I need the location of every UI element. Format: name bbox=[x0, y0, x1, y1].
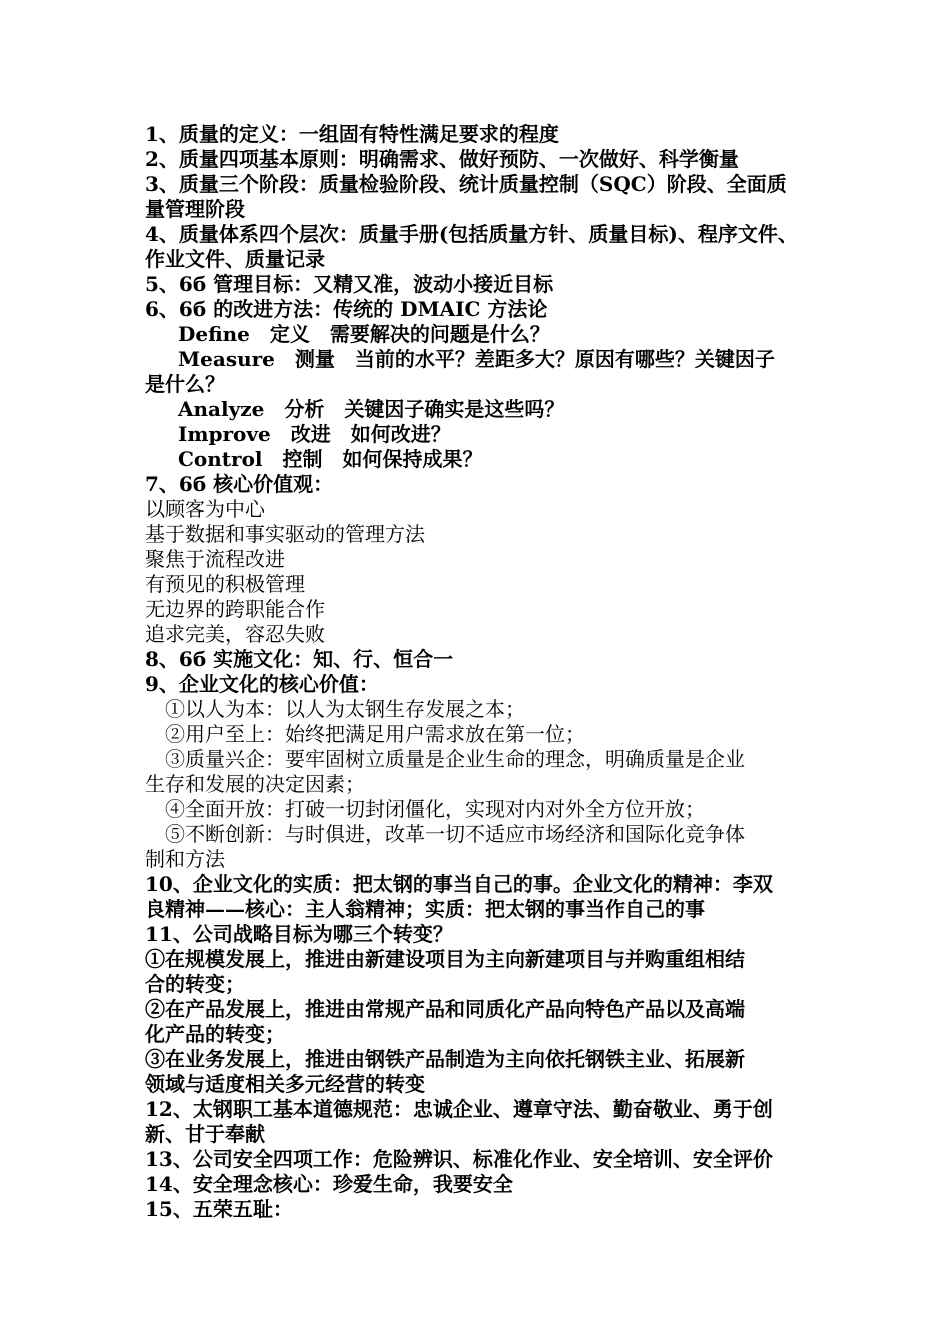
text-line: 3、质量三个阶段：质量检验阶段、统计质量控制（SQC）阶段、全面质 bbox=[145, 172, 787, 196]
text-line: 1、质量的定义：一组固有特性满足要求的程度 bbox=[145, 122, 559, 146]
text-line: 13、公司安全四项工作：危险辨识、标准化作业、安全培训、安全评价 bbox=[145, 1147, 773, 1171]
culture-item: ④全面开放：打破一切封闭僵化，实现对内对外全方位开放； bbox=[165, 797, 705, 821]
text-line: 10、企业文化的实质：把太钢的事当自己的事。企业文化的精神：李双 bbox=[145, 872, 773, 896]
dmaic-define: Define 定义 需要解决的问题是什么？ bbox=[178, 322, 550, 346]
core-value-item: 基于数据和事实驱动的管理方法 bbox=[145, 522, 425, 546]
text-line: 量管理阶段 bbox=[145, 197, 245, 221]
culture-item: ②用户至上：始终把满足用户需求放在第一位； bbox=[165, 722, 585, 746]
core-value-item: 以顾客为中心 bbox=[145, 497, 265, 521]
text-line: 5、6б 管理目标：又精又准，波动小接近目标 bbox=[145, 272, 554, 296]
text-line: 6、6б 的改进方法：传统的 DMAIC 方法论 bbox=[145, 297, 548, 321]
strategy-item: ①在规模发展上，推进由新建设项目为主向新建项目与并购重组相结 bbox=[145, 947, 745, 971]
text-line: 生存和发展的决定因素； bbox=[145, 772, 365, 796]
text-line: 15、五荣五耻： bbox=[145, 1197, 293, 1221]
core-value-item: 无边界的跨职能合作 bbox=[145, 597, 325, 621]
dmaic-improve: Improve 改进 如何改进？ bbox=[178, 422, 451, 446]
dmaic-control: Control 控制 如何保持成果？ bbox=[178, 447, 483, 471]
text-line: 领域与适度相关多元经营的转变 bbox=[145, 1072, 425, 1096]
strategy-item: ②在产品发展上，推进由常规产品和同质化产品向特色产品以及高端 bbox=[145, 997, 745, 1021]
text-line: 作业文件、质量记录 bbox=[145, 247, 325, 271]
text-line: 11、公司战略目标为哪三个转变？ bbox=[145, 922, 453, 946]
text-line: 2、质量四项基本原则：明确需求、做好预防、一次做好、科学衡量 bbox=[145, 147, 739, 171]
text-line: 制和方法 bbox=[145, 847, 225, 871]
text-line: 良精神——核心：主人翁精神；实质：把太钢的事当作自己的事 bbox=[145, 897, 705, 921]
text-line: 12、太钢职工基本道德规范：忠诚企业、遵章守法、勤奋敬业、勇于创 bbox=[145, 1097, 773, 1121]
text-line: 4、质量体系四个层次：质量手册(包括质量方针、质量目标)、程序文件、 bbox=[145, 222, 798, 246]
text-line: 化产品的转变； bbox=[145, 1022, 285, 1046]
strategy-item: ③在业务发展上，推进由钢铁产品制造为主向依托钢铁主业、拓展新 bbox=[145, 1047, 745, 1071]
core-value-item: 有预见的积极管理 bbox=[145, 572, 305, 596]
text-line: 9、企业文化的核心价值： bbox=[145, 672, 379, 696]
culture-item: ③质量兴企：要牢固树立质量是企业生命的理念，明确质量是企业 bbox=[165, 747, 745, 771]
text-line: 8、6б 实施文化：知、行、恒合一 bbox=[145, 647, 454, 671]
document-page bbox=[145, 122, 810, 1222]
core-value-item: 聚焦于流程改进 bbox=[145, 547, 285, 571]
culture-item: ⑤不断创新：与时俱进，改革一切不适应市场经济和国际化竞争体 bbox=[165, 822, 745, 846]
text-line: 合的转变； bbox=[145, 972, 245, 996]
dmaic-analyze: Analyze 分析 关键因子确实是这些吗？ bbox=[178, 397, 565, 421]
text-line: 是什么？ bbox=[145, 372, 225, 396]
text-line: 新、甘于奉献 bbox=[145, 1122, 265, 1146]
core-value-item: 追求完美，容忍失败 bbox=[145, 622, 325, 646]
text-line: 14、安全理念核心：珍爱生命，我要安全 bbox=[145, 1172, 513, 1196]
dmaic-measure: Measure 测量 当前的水平？差距多大？原因有哪些？关键因子 bbox=[178, 347, 775, 371]
text-line: 7、6б 核心价值观： bbox=[145, 472, 334, 496]
culture-item: ①以人为本：以人为太钢生存发展之本； bbox=[165, 697, 525, 721]
